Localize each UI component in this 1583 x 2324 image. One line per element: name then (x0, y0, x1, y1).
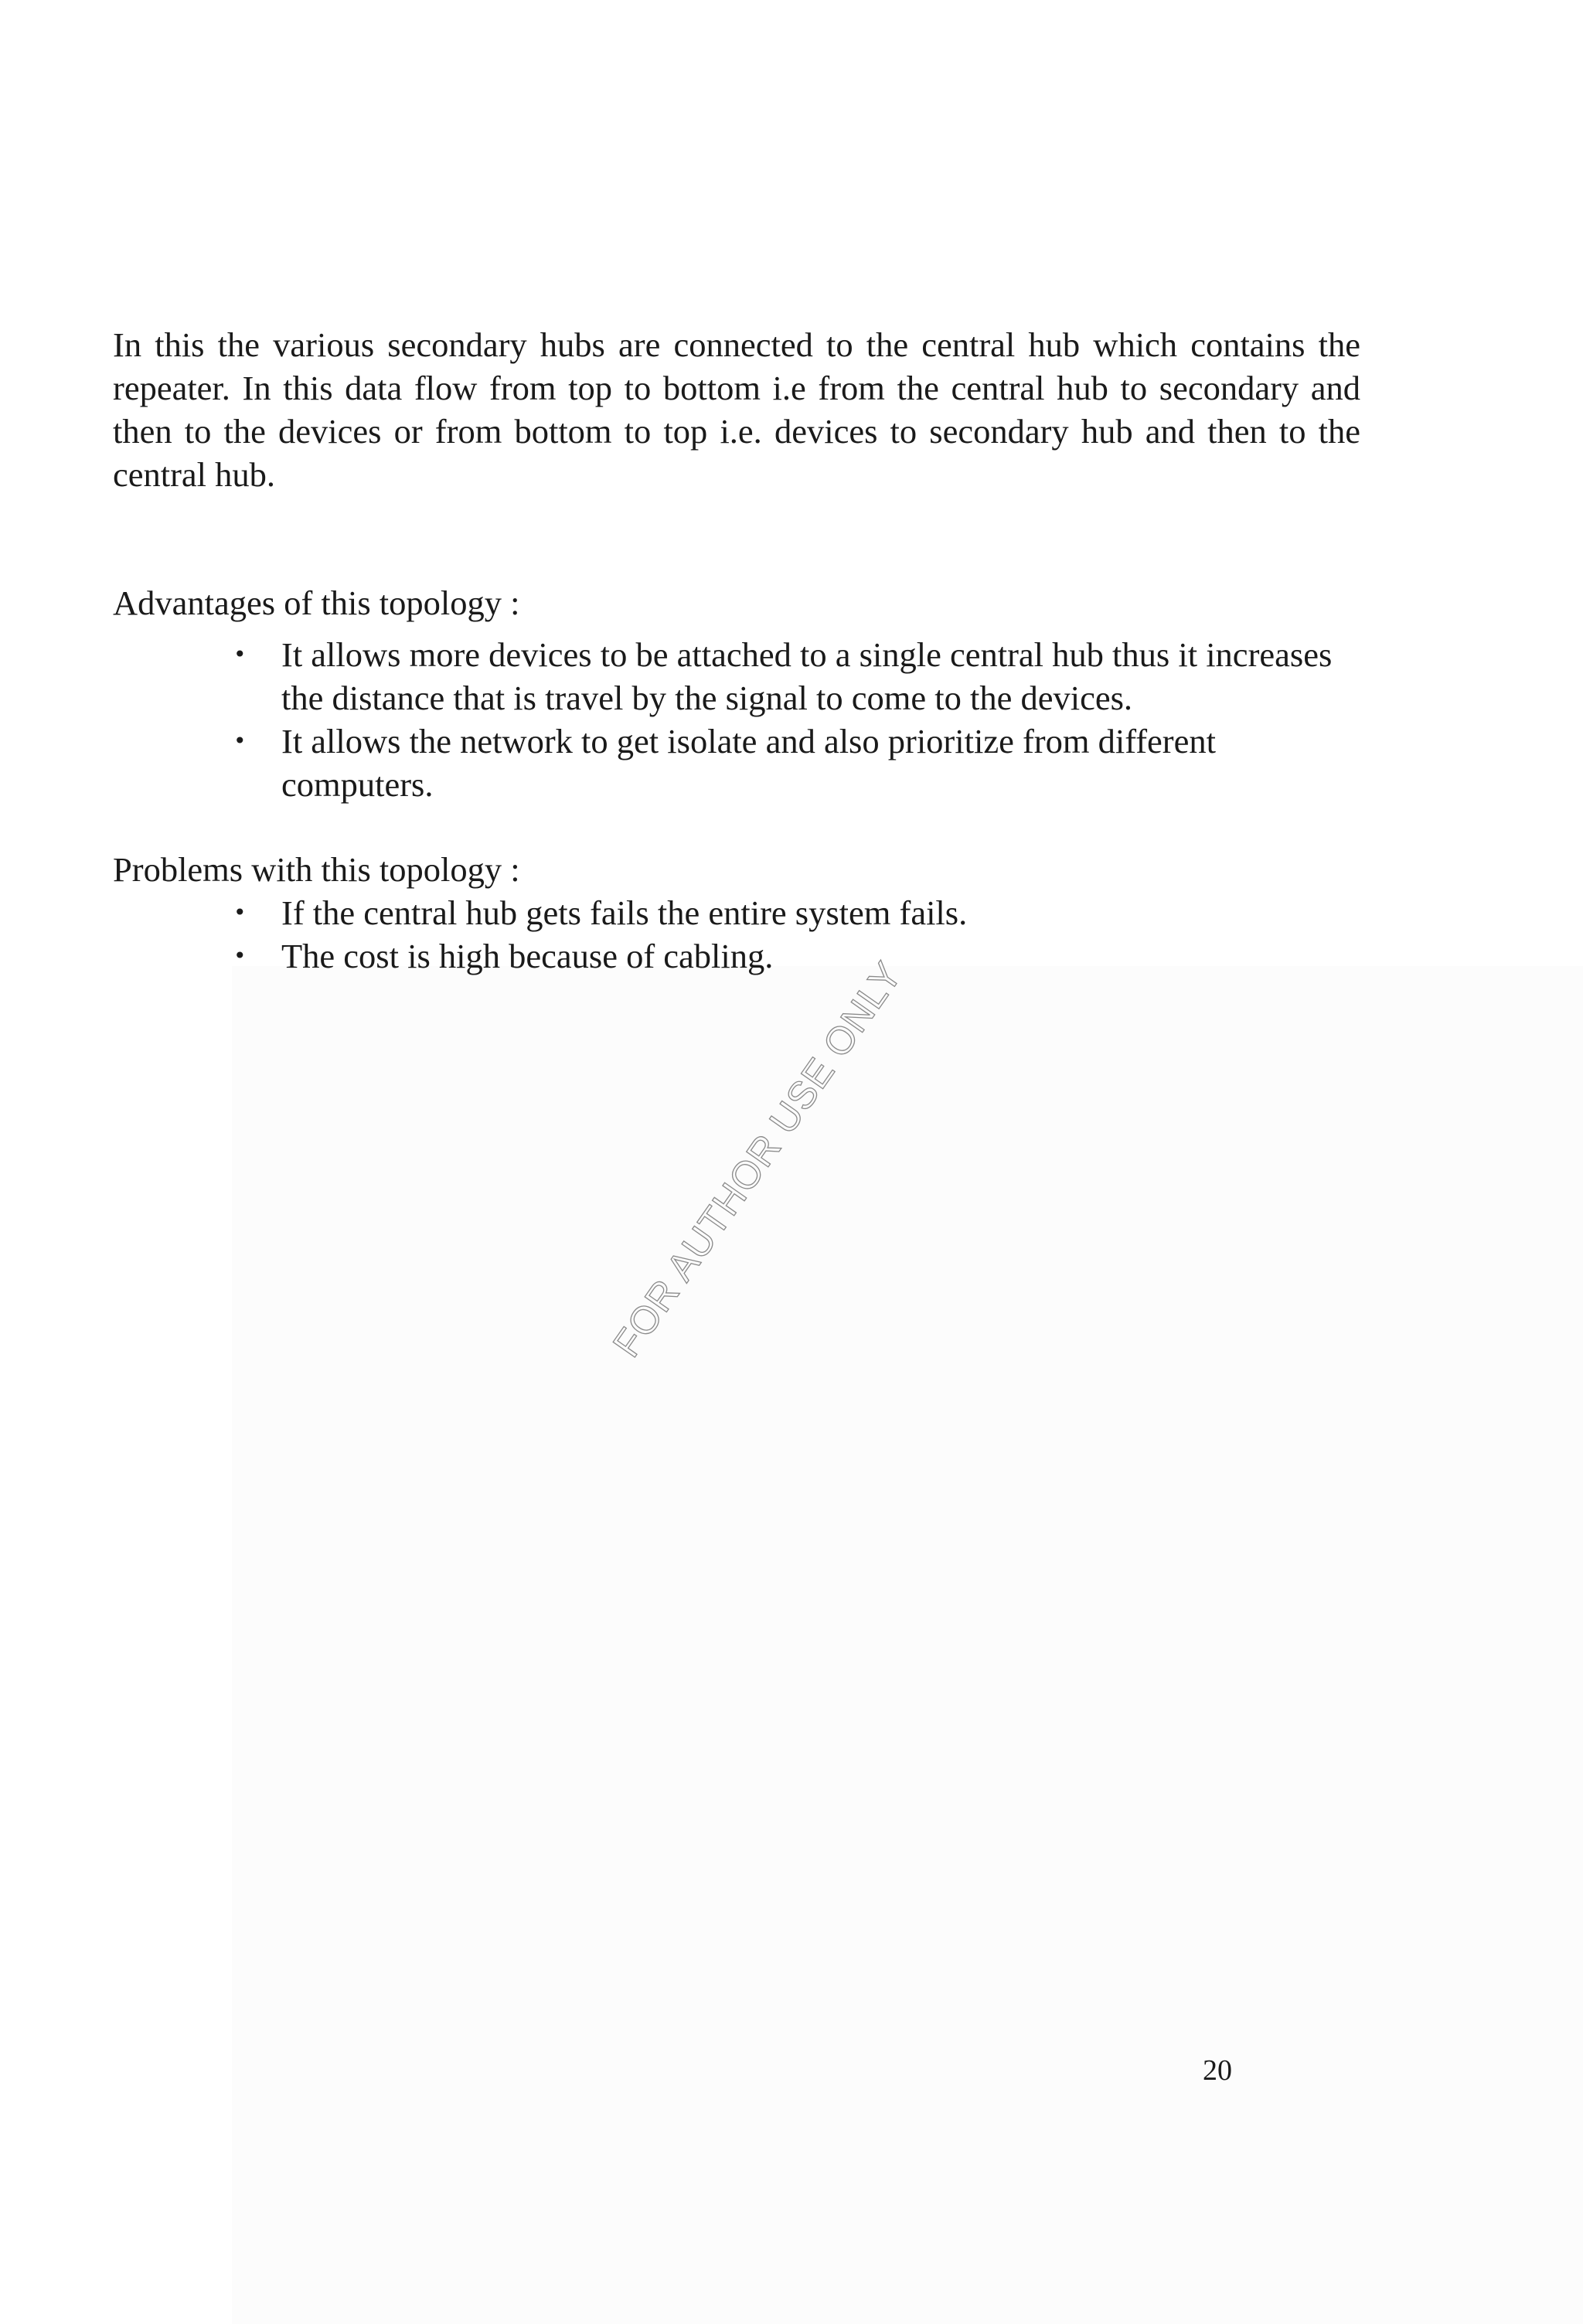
list-item (113, 720, 1360, 806)
problems-heading: Problems with this topology : (113, 850, 520, 889)
watermark: FOR AUTHOR USE ONLY (604, 954, 911, 1365)
list-item (113, 934, 1360, 978)
page-content (113, 323, 1360, 978)
bullet-icon: • (233, 943, 247, 968)
advantages-heading: Advantages of this topology : (113, 584, 520, 622)
list-item-text: It allows the network to get isolate and also prioritize from different computers. (281, 722, 1216, 804)
problems-list (113, 891, 1360, 978)
list-item-text: It allows more devices to be attached to a single central hub thus it increases the distance that is travel by the signal to come to the devices. (281, 635, 1333, 717)
list-item-text: If the central hub gets fails the entire system fails. (281, 893, 968, 932)
bullet-icon: • (233, 641, 247, 667)
page-number: 20 (1203, 2054, 1232, 2087)
intro-paragraph: In this the various secondary hubs are connected to the central hub which contains the repeater. In this data flow from top to bottom i.e from the central hub to secondary and then to the devices or from bottom to top i.e. devices to secondary hub and then to the central hub. (113, 325, 1360, 494)
advantages-list (113, 633, 1360, 806)
list-item-text: The cost is high because of cabling. (281, 937, 774, 975)
list-item (113, 633, 1360, 720)
page-background-shade (232, 966, 1583, 2324)
list-item (113, 891, 1360, 934)
bullet-icon: • (233, 728, 247, 754)
bullet-icon: • (233, 900, 247, 925)
